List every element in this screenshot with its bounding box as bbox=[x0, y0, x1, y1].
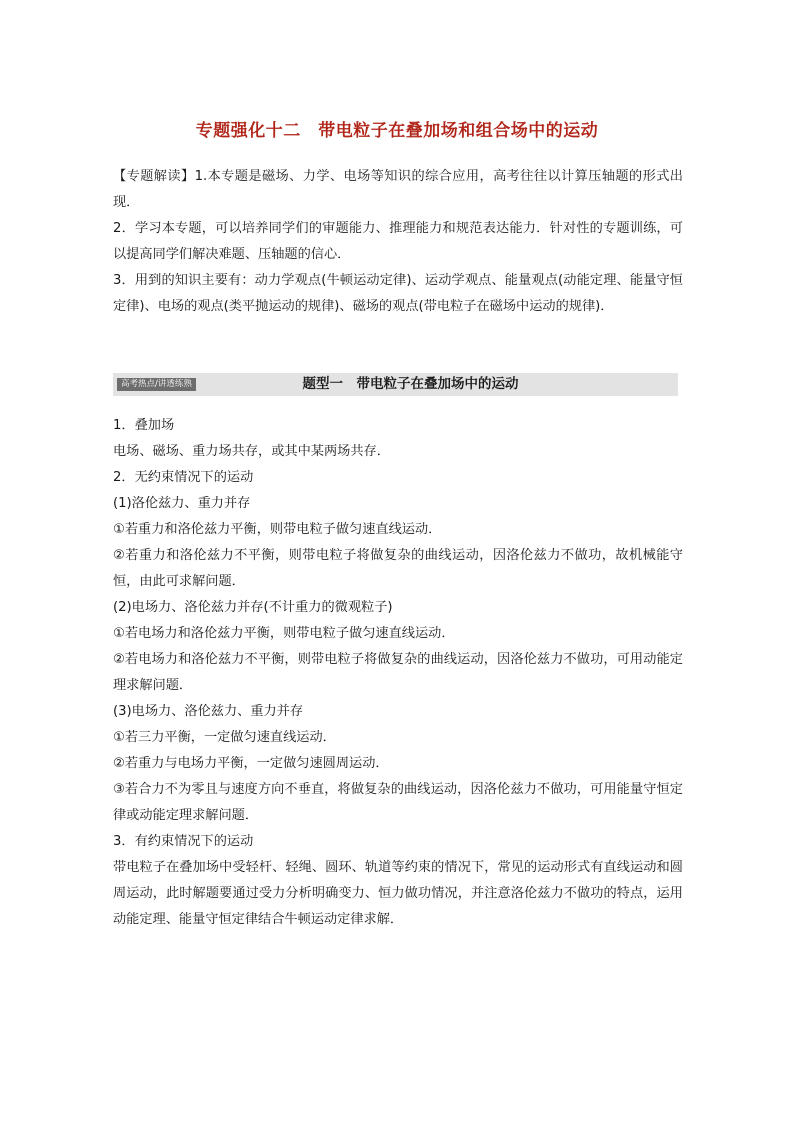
body-line: ①若三力平衡，一定做匀速直线运动． bbox=[113, 730, 336, 745]
body-line: ①若电场力和洛伦兹力平衡，则带电粒子做匀速直线运动． bbox=[113, 626, 455, 641]
body-line: 1．叠加场 bbox=[113, 418, 175, 433]
body-line: 3．有约束情况下的运动 bbox=[113, 834, 254, 849]
intro-paragraph-2: 2．学习本专题，可以培养同学们的审题能力、推理能力和规范表达能力．针对性的专题训练，可以提高同学们解决难题、压轴题的信心． bbox=[113, 221, 683, 262]
body-line: 电场、磁场、重力场共存，或其中某两场共存． bbox=[113, 444, 390, 459]
body-line: ②若重力与电场力平衡，一定做匀速圆周运动． bbox=[113, 756, 389, 771]
page-title: 专题强化十二 带电粒子在叠加场和组合场中的运动 bbox=[195, 121, 599, 141]
intro-text-1: 1.本专题是磁场、力学、电场等知识的综合应用，高考往往以计算压轴题的形式出现． bbox=[113, 169, 683, 210]
body-line: ②若重力和洛伦兹力不平衡，则带电粒子将做复杂的曲线运动，因洛伦兹力不做功，故机械能守恒，由此可求解问题． bbox=[113, 548, 683, 589]
body-line: (3)电场力、洛伦兹力、重力并存 bbox=[113, 704, 304, 719]
intro-tag: 【专题解读】 bbox=[113, 169, 195, 184]
section-title: 题型一 带电粒子在叠加场中的运动 bbox=[302, 376, 519, 392]
section-tag: 高考热点/讲透练熟 bbox=[117, 378, 196, 391]
body-line: (1)洛伦兹力、重力并存 bbox=[113, 496, 251, 511]
topic-intro bbox=[113, 164, 683, 320]
body-line: ②若电场力和洛伦兹力不平衡，则带电粒子将做复杂的曲线运动，因洛伦兹力不做功，可用动能定理求解问题． bbox=[113, 652, 683, 693]
section-banner bbox=[113, 373, 678, 396]
body-line: 带电粒子在叠加场中受轻杆、轻绳、圆环、轨道等约束的情况下，常见的运动形式有直线运动和圆周运动，此时解题要通过受力分析明确变力、恒力做功情况，并注意洛伦兹力不做功的特点，运用动能定理、能量守恒定律结合牛顿运动定律求解． bbox=[113, 860, 683, 927]
intro-paragraph-3: 3．用到的知识主要有：动力学观点(牛顿运动定律)、运动学观点、能量观点(动能定理、能量守恒定律)、电场的观点(类平抛运动的规律)、磁场的观点(带电粒子在磁场中运动的规律)． bbox=[113, 273, 683, 314]
intro-paragraph-1 bbox=[113, 164, 683, 216]
body-line: 2．无约束情况下的运动 bbox=[113, 470, 254, 485]
body-line: ①若重力和洛伦兹力平衡，则带电粒子做匀速直线运动． bbox=[113, 522, 442, 537]
body-line: ③若合力不为零且与速度方向不垂直，将做复杂的曲线运动，因洛伦兹力不做功，可用能量守恒定律或动能定理求解问题． bbox=[113, 782, 683, 823]
section-body bbox=[113, 413, 683, 933]
body-line: (2)电场力、洛伦兹力并存(不计重力的微观粒子) bbox=[113, 600, 393, 615]
